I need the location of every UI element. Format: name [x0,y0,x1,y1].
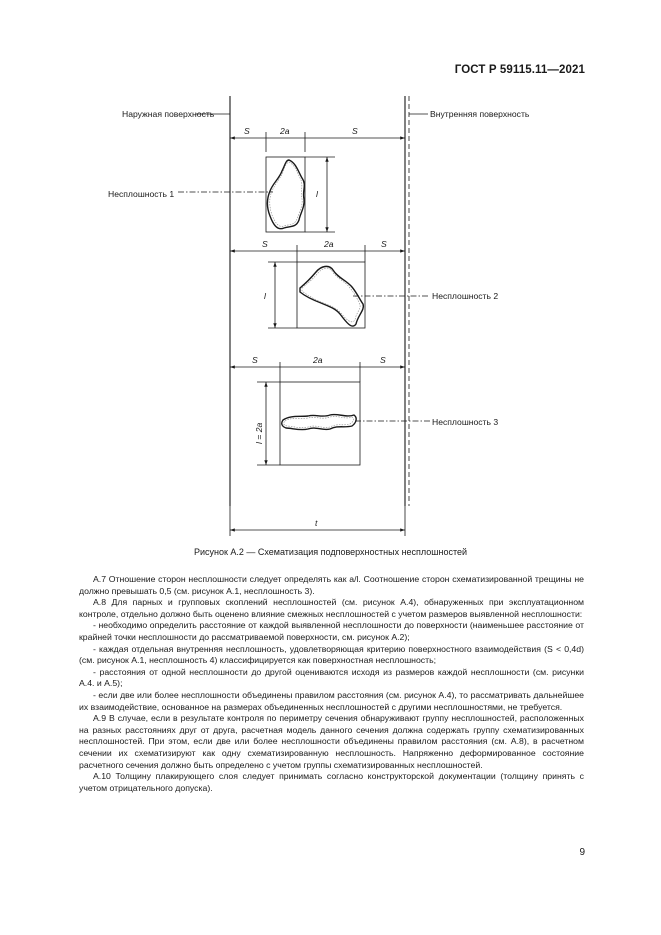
defect-3-box [280,382,360,465]
body-text [79,574,584,794]
defect-1-l: l [316,189,318,199]
list-item-internal: - каждая отдельная внутренняя несплошность, удовлетворяющая критерию поверхностного взаимодействия (S < 0,4d) (см. рисунок А.1, несплошность 4) классифицируется как поверхностная несплошность; [79,643,584,666]
defect-1-2a: 2a [280,126,290,136]
defect-3-s-left: S [252,355,258,365]
defect-2-s-right: S [381,239,387,249]
page-number: 9 [579,847,585,858]
defect-1-s-left: S [244,126,250,136]
paragraph-a9: А.9 В случае, если в результате контроля по периметру сечения обнаруживают группу несплошностей, расположенных на разных расстояниях друг от друга, расчетная модель данного сечения должна содержать группу схематизированных несплошностей. При этом, если две или более несплошности объединены правилом расстояния (см. А.8), в расчетном сечении их схематизируют как одну схематизированную несплошность. Напряженно деформированное состояние расчетного сечения должно быть определено с учетом группы схематизированных несплошностей. [79,713,584,770]
list-item-combined: - если две или более несплошности объединены правилом расстояния (см. рисунок А.4), то рассматривать дальнейшее их взаимодействие, основанное на размерах объединенных несплошностей с другими несплошностями, не требуется. [79,689,584,712]
defect-2-l: l [264,291,266,301]
inner-surface-label: Внутренняя поверхность [430,109,530,119]
defect-3-label: Несплошность 3 [432,417,499,427]
defect-3-shape [282,415,356,430]
list-item-distance: - необходимо определить расстояние от каждой выявленной несплошности до поверхности (наименьшее расстояние от крайней точки несплошности до рассматриваемой поверхности, см. рисунок А.2); [79,620,584,642]
defect-3-l-eq-2a: l = 2a [254,422,264,444]
defect-3-2a: 2a [313,355,323,365]
defect-1-s-right: S [352,126,358,136]
outer-surface-label: Наружная поверхность [122,109,215,119]
thickness-dimension [230,506,405,536]
defect-2-group [230,245,430,328]
defect-2-s-left: S [262,239,268,249]
defect-2-2a: 2a [324,239,334,249]
list-item-spacing: - расстояния от одной несплошности до другой оцениваются исходя из размеров каждой несплошности (см. рисунки А.4. и А.5); [79,666,584,689]
defect-3-group [230,362,430,465]
paragraph-a7: А.7 Отношение сторон несплошности следует определять как a/l. Соотношение сторон схематизированной трещины не должно превышать 0,5 (см. рисунок А.1, несплошность 3). [79,574,584,596]
thickness-t: t [315,518,318,528]
defect-1-shape [267,160,304,229]
document-header: ГОСТ Р 59115.11—2021 [454,64,585,76]
defect-2-label: Несплошность 2 [432,291,499,301]
paragraph-a10: А.10 Толщину плакирующего слоя следует принимать согласно конструкторской документации (толщину принять с учетом отрицательного допуска). [79,771,584,793]
defect-1-label: Несплошность 1 [108,189,175,199]
defect-3-s-right: S [380,355,386,365]
figure-caption: Рисунок А.2 — Схематизация подповерхностных несплошностей [193,547,468,557]
defect-1-group [178,132,405,232]
paragraph-a8: А.8 Для парных и групповых скоплений несплошностей (см. рисунок А.4), обнаруженных при эксплуатационном контроле, отдельно должно быть оценено влияние смежных несплошностей с учетом размеров выявленной несплошности: [79,597,584,619]
